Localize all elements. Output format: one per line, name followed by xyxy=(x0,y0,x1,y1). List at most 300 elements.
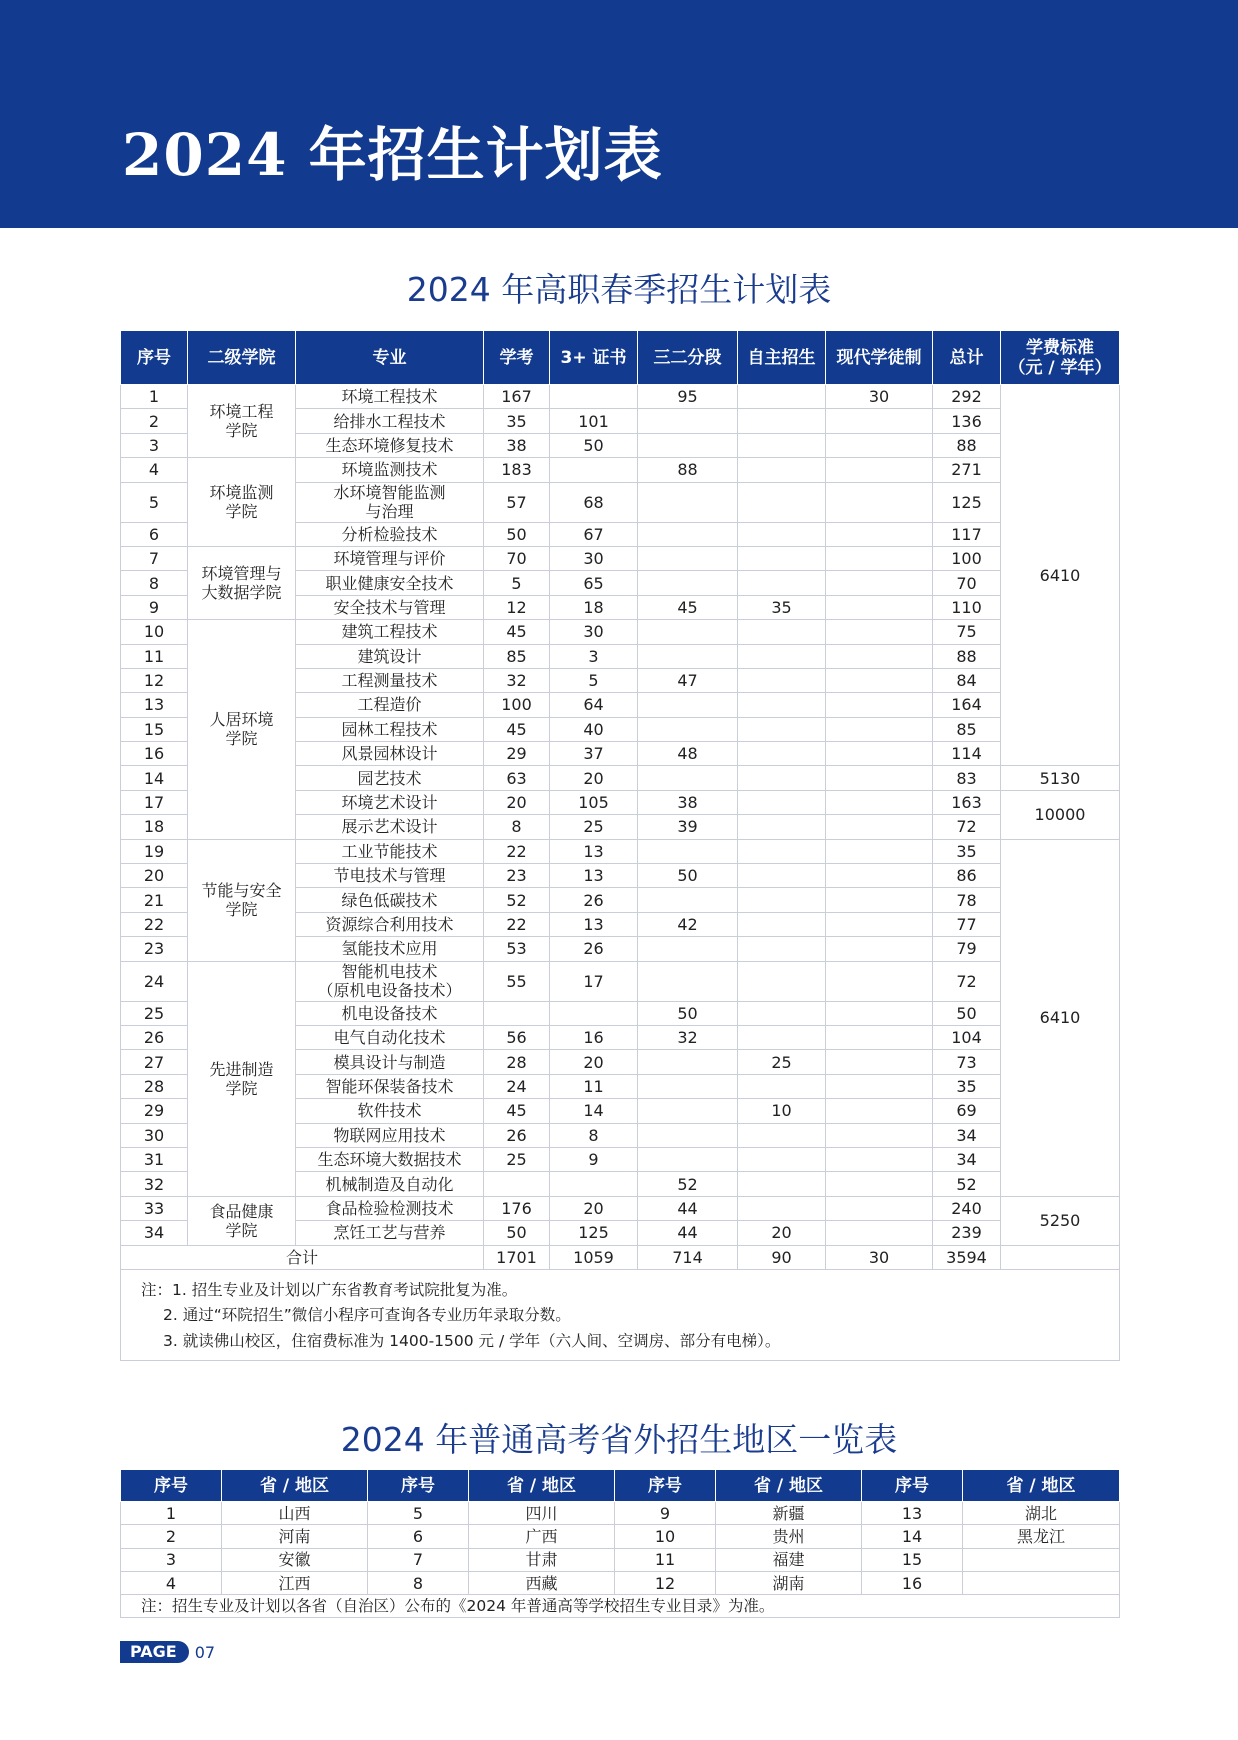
value-cell: 25 xyxy=(550,815,638,839)
value-cell xyxy=(826,571,933,595)
value-cell xyxy=(738,1074,826,1098)
value-cell: 25 xyxy=(738,1050,826,1074)
major-line: 机械制造及自动化 xyxy=(325,1174,454,1194)
total-value-cell: 30 xyxy=(826,1245,933,1269)
total-value-cell: 90 xyxy=(738,1245,826,1269)
value-cell xyxy=(826,644,933,668)
notes-row xyxy=(121,1269,1120,1361)
value-cell xyxy=(826,717,933,741)
value-cell: 32 xyxy=(638,1025,738,1049)
value-cell xyxy=(638,1074,738,1098)
value-cell xyxy=(638,546,738,570)
value-cell xyxy=(826,693,933,717)
value-cell: 22 xyxy=(484,839,550,863)
page-footer xyxy=(120,1641,215,1663)
value-cell xyxy=(826,522,933,546)
row-number-cell: 5 xyxy=(121,482,188,522)
row-number-cell: 8 xyxy=(121,571,188,595)
college-line: 学院 xyxy=(225,900,258,920)
region-number-cell: 1 xyxy=(121,1502,222,1525)
value-cell xyxy=(638,1123,738,1147)
value-cell: 26 xyxy=(484,1123,550,1147)
row-number-cell: 31 xyxy=(121,1147,188,1171)
major-line: 分析检验技术 xyxy=(341,524,438,544)
value-cell: 239 xyxy=(933,1221,1001,1245)
value-cell xyxy=(738,385,826,409)
total-value-cell: 714 xyxy=(638,1245,738,1269)
value-cell xyxy=(638,620,738,644)
region-number-cell: 10 xyxy=(615,1525,716,1548)
value-cell: 183 xyxy=(484,458,550,482)
value-cell xyxy=(738,668,826,692)
row-number-cell: 4 xyxy=(121,458,188,482)
value-cell: 125 xyxy=(933,482,1001,522)
header-cell: 序号 xyxy=(368,1470,469,1502)
major-cell xyxy=(296,644,484,668)
major-cell xyxy=(296,458,484,482)
value-cell: 95 xyxy=(638,385,738,409)
college-line: 学院 xyxy=(225,1078,258,1098)
value-cell xyxy=(638,766,738,790)
value-cell xyxy=(826,961,933,1001)
value-cell: 22 xyxy=(484,912,550,936)
value-cell xyxy=(738,937,826,961)
college-cell xyxy=(188,458,296,547)
value-cell xyxy=(826,620,933,644)
plan-row xyxy=(121,458,1120,482)
major-line: 风景园林设计 xyxy=(341,744,438,764)
fee-header-line: 学费标准 xyxy=(1026,337,1094,358)
row-number-cell: 26 xyxy=(121,1025,188,1049)
header-cell: 自主招生 xyxy=(738,331,826,385)
value-cell xyxy=(826,912,933,936)
row-number-cell: 6 xyxy=(121,522,188,546)
major-line: 展示艺术设计 xyxy=(341,817,438,837)
major-cell xyxy=(296,522,484,546)
row-number-cell: 22 xyxy=(121,912,188,936)
row-number-cell: 30 xyxy=(121,1123,188,1147)
value-cell xyxy=(638,1147,738,1171)
major-line: 机电设备技术 xyxy=(341,1003,438,1023)
value-cell xyxy=(826,409,933,433)
region-name-cell xyxy=(963,1548,1120,1571)
row-number-cell: 1 xyxy=(121,385,188,409)
major-cell xyxy=(296,1099,484,1123)
value-cell xyxy=(826,546,933,570)
region-note-row xyxy=(121,1595,1120,1618)
major-line: 与治理 xyxy=(365,502,414,522)
value-cell xyxy=(738,961,826,1001)
value-cell xyxy=(826,1050,933,1074)
value-cell xyxy=(826,766,933,790)
college-line: 学院 xyxy=(225,1220,258,1240)
value-cell: 13 xyxy=(550,839,638,863)
value-cell: 64 xyxy=(550,693,638,717)
major-cell xyxy=(296,961,484,1001)
major-line: 软件技术 xyxy=(357,1101,422,1121)
major-cell xyxy=(296,864,484,888)
major-line: 食品检验检测技术 xyxy=(325,1198,454,1218)
row-number-cell: 29 xyxy=(121,1099,188,1123)
row-number-cell: 17 xyxy=(121,790,188,814)
major-cell xyxy=(296,546,484,570)
row-number-cell: 33 xyxy=(121,1196,188,1220)
value-cell: 52 xyxy=(484,888,550,912)
row-number-cell: 34 xyxy=(121,1221,188,1245)
plan-row xyxy=(121,620,1120,644)
value-cell: 45 xyxy=(638,595,738,619)
value-cell xyxy=(738,1172,826,1196)
college-line: 大数据学院 xyxy=(201,583,282,603)
value-cell: 104 xyxy=(933,1025,1001,1049)
major-cell xyxy=(296,912,484,936)
value-cell xyxy=(738,742,826,766)
value-cell xyxy=(826,1025,933,1049)
value-cell: 167 xyxy=(484,385,550,409)
value-cell: 292 xyxy=(933,385,1001,409)
value-cell xyxy=(738,717,826,741)
value-cell xyxy=(638,961,738,1001)
value-cell: 34 xyxy=(933,1123,1001,1147)
value-cell xyxy=(638,571,738,595)
value-cell xyxy=(738,1147,826,1171)
value-cell: 17 xyxy=(550,961,638,1001)
value-cell: 240 xyxy=(933,1196,1001,1220)
major-cell xyxy=(296,595,484,619)
major-line: 环境监测技术 xyxy=(341,460,438,480)
region-number-cell: 13 xyxy=(862,1502,963,1525)
value-cell: 136 xyxy=(933,409,1001,433)
major-line: 职业健康安全技术 xyxy=(325,573,454,593)
region-name-cell: 江西 xyxy=(222,1571,368,1594)
plan-row xyxy=(121,385,1120,409)
region-number-cell: 11 xyxy=(615,1548,716,1571)
value-cell: 101 xyxy=(550,409,638,433)
notes-cell xyxy=(121,1269,1120,1361)
value-cell xyxy=(826,458,933,482)
college-line: 食品健康 xyxy=(209,1201,274,1221)
value-cell: 32 xyxy=(484,668,550,692)
major-cell xyxy=(296,482,484,522)
value-cell: 83 xyxy=(933,766,1001,790)
value-cell: 85 xyxy=(933,717,1001,741)
region-name-cell: 湖北 xyxy=(963,1502,1120,1525)
row-number-cell: 28 xyxy=(121,1074,188,1098)
row-number-cell: 19 xyxy=(121,839,188,863)
college-line: 学院 xyxy=(225,421,258,441)
major-cell xyxy=(296,620,484,644)
value-cell: 105 xyxy=(550,790,638,814)
value-cell xyxy=(826,1123,933,1147)
major-line: 建筑工程技术 xyxy=(341,622,438,642)
region-number-cell: 3 xyxy=(121,1548,222,1571)
region-name-cell: 福建 xyxy=(716,1548,862,1571)
header-cell: 总计 xyxy=(933,331,1001,385)
value-cell: 45 xyxy=(484,717,550,741)
major-cell xyxy=(296,790,484,814)
value-cell xyxy=(638,433,738,457)
region-number-cell: 9 xyxy=(615,1502,716,1525)
college-line: 节能与安全 xyxy=(201,881,282,901)
college-cell xyxy=(188,839,296,961)
value-cell xyxy=(638,522,738,546)
header-cell: 三二分段 xyxy=(638,331,738,385)
row-number-cell: 9 xyxy=(121,595,188,619)
value-cell xyxy=(638,409,738,433)
major-cell xyxy=(296,668,484,692)
total-value-cell: 3594 xyxy=(933,1245,1001,1269)
value-cell: 18 xyxy=(550,595,638,619)
value-cell: 78 xyxy=(933,888,1001,912)
value-cell: 40 xyxy=(550,717,638,741)
major-cell xyxy=(296,1196,484,1220)
value-cell: 72 xyxy=(933,961,1001,1001)
value-cell: 50 xyxy=(484,1221,550,1245)
value-cell: 39 xyxy=(638,815,738,839)
value-cell: 28 xyxy=(484,1050,550,1074)
fee-cell: 10000 xyxy=(1001,790,1120,839)
value-cell xyxy=(738,766,826,790)
value-cell: 70 xyxy=(484,546,550,570)
value-cell: 30 xyxy=(826,385,933,409)
value-cell xyxy=(738,790,826,814)
fee-cell: 6410 xyxy=(1001,839,1120,1196)
header-cell: 省 / 地区 xyxy=(963,1470,1120,1502)
row-number-cell: 18 xyxy=(121,815,188,839)
row-number-cell: 2 xyxy=(121,409,188,433)
value-cell: 56 xyxy=(484,1025,550,1049)
value-cell xyxy=(826,815,933,839)
value-cell: 45 xyxy=(484,1099,550,1123)
region-table-title: 2024 年普通高考省外招生地区一览表 xyxy=(340,1420,898,1459)
value-cell: 45 xyxy=(484,620,550,644)
major-line: 模具设计与制造 xyxy=(333,1052,446,1072)
value-cell: 88 xyxy=(933,644,1001,668)
major-line: 绿色低碳技术 xyxy=(341,890,438,910)
value-cell xyxy=(638,644,738,668)
value-cell: 20 xyxy=(550,1050,638,1074)
college-cell xyxy=(188,546,296,619)
value-cell: 50 xyxy=(638,864,738,888)
major-line: 工程测量技术 xyxy=(341,671,438,691)
value-cell: 10 xyxy=(738,1099,826,1123)
college-cell xyxy=(188,1196,296,1245)
value-cell: 114 xyxy=(933,742,1001,766)
value-cell: 110 xyxy=(933,595,1001,619)
region-name-cell: 湖南 xyxy=(716,1571,862,1594)
value-cell xyxy=(826,864,933,888)
region-name-cell: 山西 xyxy=(222,1502,368,1525)
value-cell xyxy=(738,482,826,522)
header-cell: 二级学院 xyxy=(188,331,296,385)
value-cell xyxy=(638,717,738,741)
region-number-cell: 2 xyxy=(121,1525,222,1548)
value-cell xyxy=(826,1221,933,1245)
header-cell: 省 / 地区 xyxy=(716,1470,862,1502)
major-line: 建筑设计 xyxy=(357,646,422,666)
major-cell xyxy=(296,1001,484,1025)
value-cell xyxy=(738,1196,826,1220)
major-line: 水环境智能监测 xyxy=(333,483,446,503)
value-cell xyxy=(826,482,933,522)
value-cell: 11 xyxy=(550,1074,638,1098)
header-cell: 序号 xyxy=(121,331,188,385)
value-cell xyxy=(550,458,638,482)
row-number-cell: 3 xyxy=(121,433,188,457)
college-line: 人居环境 xyxy=(209,710,274,730)
major-line: 生态环境大数据技术 xyxy=(317,1150,462,1170)
value-cell: 73 xyxy=(933,1050,1001,1074)
plan-row xyxy=(121,839,1120,863)
value-cell: 52 xyxy=(638,1172,738,1196)
value-cell: 88 xyxy=(933,433,1001,457)
major-cell xyxy=(296,742,484,766)
major-cell xyxy=(296,815,484,839)
value-cell xyxy=(826,839,933,863)
value-cell: 5 xyxy=(484,571,550,595)
value-cell: 20 xyxy=(484,790,550,814)
major-line: 生态环境修复技术 xyxy=(325,435,454,455)
region-row xyxy=(121,1502,1120,1525)
row-number-cell: 23 xyxy=(121,937,188,961)
value-cell: 42 xyxy=(638,912,738,936)
major-line: 园艺技术 xyxy=(357,768,422,788)
value-cell xyxy=(826,1099,933,1123)
value-cell xyxy=(738,409,826,433)
value-cell xyxy=(738,433,826,457)
college-line: 先进制造 xyxy=(209,1059,274,1079)
region-table xyxy=(120,1469,1120,1618)
value-cell xyxy=(826,1001,933,1025)
value-cell: 50 xyxy=(933,1001,1001,1025)
value-cell: 35 xyxy=(738,595,826,619)
major-cell xyxy=(296,409,484,433)
major-line: 智能机电技术 xyxy=(341,962,438,982)
value-cell xyxy=(738,620,826,644)
major-line: 环境工程技术 xyxy=(341,387,438,407)
major-line: 环境管理与评价 xyxy=(333,549,446,569)
region-number-cell: 4 xyxy=(121,1571,222,1594)
value-cell: 125 xyxy=(550,1221,638,1245)
major-cell xyxy=(296,1025,484,1049)
major-line: 资源综合利用技术 xyxy=(325,915,454,934)
value-cell: 164 xyxy=(933,693,1001,717)
value-cell: 38 xyxy=(638,790,738,814)
value-cell xyxy=(826,1074,933,1098)
major-cell xyxy=(296,1147,484,1171)
header-cell: 省 / 地区 xyxy=(469,1470,615,1502)
value-cell xyxy=(826,1172,933,1196)
value-cell xyxy=(738,888,826,912)
major-line: 智能环保装备技术 xyxy=(325,1076,454,1096)
region-name-cell: 黑龙江 xyxy=(963,1525,1120,1548)
page-title: 2024 年招生计划表 xyxy=(122,121,663,189)
row-number-cell: 10 xyxy=(121,620,188,644)
value-cell: 86 xyxy=(933,864,1001,888)
major-cell xyxy=(296,433,484,457)
value-cell xyxy=(638,1099,738,1123)
value-cell: 20 xyxy=(738,1221,826,1245)
region-header-row xyxy=(121,1470,1120,1502)
region-name-cell xyxy=(963,1571,1120,1594)
value-cell: 30 xyxy=(550,620,638,644)
major-cell xyxy=(296,839,484,863)
value-cell: 3 xyxy=(550,644,638,668)
value-cell: 100 xyxy=(933,546,1001,570)
header-cell: 省 / 地区 xyxy=(222,1470,368,1502)
value-cell: 35 xyxy=(933,1074,1001,1098)
header-cell: 专业 xyxy=(296,331,484,385)
region-row xyxy=(121,1548,1120,1571)
value-cell xyxy=(826,668,933,692)
row-number-cell: 12 xyxy=(121,668,188,692)
plan-row xyxy=(121,961,1120,1001)
major-line: 园林工程技术 xyxy=(341,719,438,739)
fee-header-line: （元 / 学年） xyxy=(1008,357,1112,378)
region-number-cell: 15 xyxy=(862,1548,963,1571)
college-cell xyxy=(188,385,296,458)
value-cell xyxy=(738,546,826,570)
value-cell xyxy=(550,385,638,409)
value-cell: 50 xyxy=(484,522,550,546)
page-label: PAGE xyxy=(120,1641,189,1663)
value-cell xyxy=(738,1025,826,1049)
total-row xyxy=(121,1245,1120,1269)
value-cell xyxy=(738,912,826,936)
college-cell xyxy=(188,961,296,1196)
header-cell: 序号 xyxy=(615,1470,716,1502)
value-cell: 85 xyxy=(484,644,550,668)
value-cell: 20 xyxy=(550,766,638,790)
value-cell: 52 xyxy=(933,1172,1001,1196)
value-cell xyxy=(738,839,826,863)
value-cell: 47 xyxy=(638,668,738,692)
value-cell: 53 xyxy=(484,937,550,961)
row-number-cell: 24 xyxy=(121,961,188,1001)
row-number-cell: 7 xyxy=(121,546,188,570)
value-cell xyxy=(638,937,738,961)
row-number-cell: 14 xyxy=(121,766,188,790)
value-cell: 50 xyxy=(550,433,638,457)
value-cell xyxy=(638,839,738,863)
value-cell: 84 xyxy=(933,668,1001,692)
value-cell: 77 xyxy=(933,912,1001,936)
value-cell: 72 xyxy=(933,815,1001,839)
row-number-cell: 11 xyxy=(121,644,188,668)
value-cell xyxy=(738,864,826,888)
value-cell: 9 xyxy=(550,1147,638,1171)
row-number-cell: 20 xyxy=(121,864,188,888)
value-cell: 67 xyxy=(550,522,638,546)
value-cell xyxy=(638,482,738,522)
value-cell: 44 xyxy=(638,1221,738,1245)
region-number-cell: 12 xyxy=(615,1571,716,1594)
value-cell: 13 xyxy=(550,912,638,936)
empty-cell xyxy=(1001,1245,1120,1269)
fee-cell: 5130 xyxy=(1001,766,1120,790)
value-cell xyxy=(738,1001,826,1025)
region-number-cell: 6 xyxy=(368,1525,469,1548)
value-cell: 35 xyxy=(933,839,1001,863)
major-cell xyxy=(296,1123,484,1147)
major-cell xyxy=(296,693,484,717)
value-cell xyxy=(738,815,826,839)
row-number-cell: 27 xyxy=(121,1050,188,1074)
row-number-cell: 15 xyxy=(121,717,188,741)
value-cell xyxy=(738,693,826,717)
value-cell: 50 xyxy=(638,1001,738,1025)
value-cell xyxy=(738,571,826,595)
